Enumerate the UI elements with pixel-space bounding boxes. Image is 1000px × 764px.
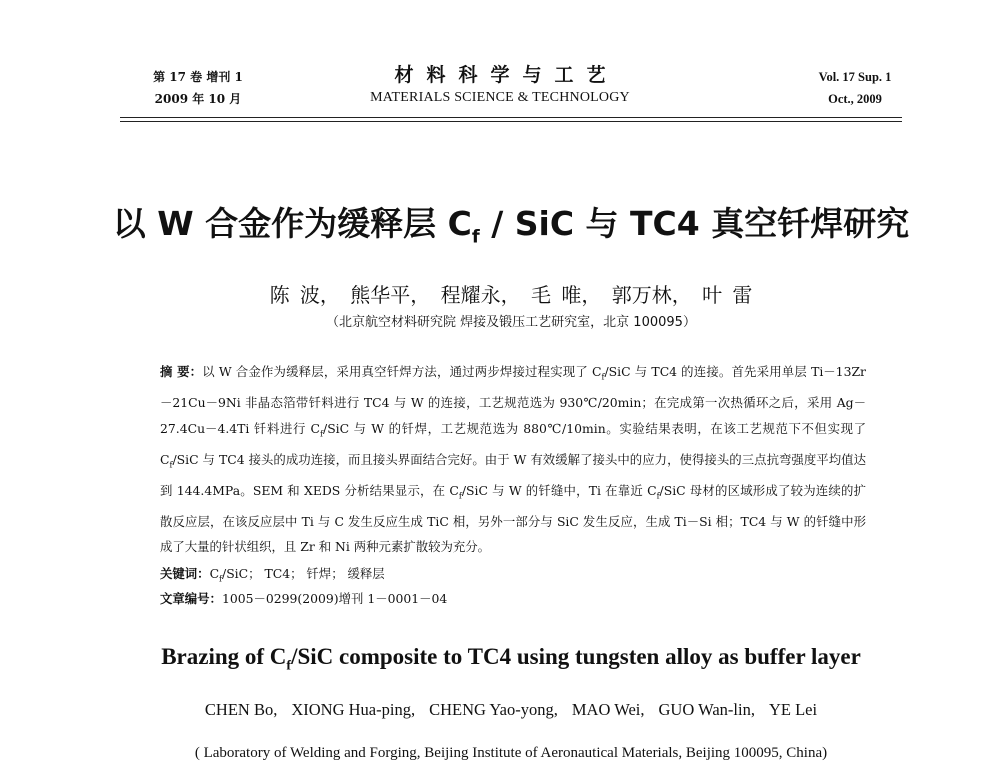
volume-info-en <box>790 66 920 110</box>
abstract-text-6: /SiC 母材的区域形成了较为连续的扩散反应层，在该反应层中 Ti 与 C 发生反应生成 TiC 相，另外一部分与 SiC 发生反应，生成 Ti－Si 相；TC4 与 W 的钎缝中形成了大量的针状组织，且 Zr 和 Ni 两种元素扩散较为充分。 <box>160 482 867 555</box>
abstract-text-4: /SiC 与 TC4 接头的成功连接，而且接头界面结合完好。由于 W 有效缓解了接头中的应力，使得接头的三点抗弯强度平均值达到 144.4MPa。SEM 和 XEDS 分析结果显示，在 C <box>160 451 866 498</box>
title-en-part1: Brazing of C <box>161 644 287 669</box>
keywords <box>160 564 866 589</box>
abstract-text-3: /SiC 与 W 的钎焊，工艺规范选为 880℃/10min。实验结果表明，在该工艺规范下不但实现了 C <box>160 420 866 467</box>
title-cn-part1: 以 W 合金作为缓释层 C <box>112 204 472 243</box>
article-number-label: 文章编号： <box>160 591 222 606</box>
authors-cn: 陈 波， 熊华平， 程耀永， 毛 唯， 郭万林， 叶 雷 <box>269 283 753 307</box>
author-en: CHEN Bo, <box>204 700 278 719</box>
author-en: MAO Wei, <box>571 700 645 719</box>
keywords-label: 关键词： <box>160 566 210 581</box>
keywords-text-1: C <box>209 566 220 581</box>
author-en: XIONG Hua-ping, <box>291 700 416 719</box>
author-en: YE Lei <box>768 700 818 719</box>
article-number <box>160 589 866 609</box>
abstract-text-5: /SiC 与 W 的钎缝中，Ti 在靠近 C <box>461 482 657 498</box>
paper-title-en <box>100 642 922 682</box>
affiliation-cn: （北京航空材料研究院 焊接及锻压工艺研究室，北京 100095） <box>326 315 696 330</box>
journal-name-en: MATERIALS SCIENCE & TECHNOLOGY <box>370 90 630 105</box>
abstract-text-2: /SiC 与 TC4 的连接。首先采用单层 Ti－13Zr－21Cu－9Ni 非晶态箔带钎料进行 TC4 与 W 的连接，工艺规范选为 930℃/20min；在完成第一次热循环之后，采用 Ag－27.4Cu－4.4Ti 钎料进行 C <box>160 364 866 436</box>
authors-en <box>100 698 922 722</box>
paper-title-cn <box>100 200 922 262</box>
title-en-part2: /SiC composite to TC4 using tungsten alloy as buffer layer <box>291 644 861 669</box>
keywords-subscript: f <box>219 574 223 584</box>
abstract-cn <box>160 359 866 560</box>
abstract-sub-4: f <box>458 491 462 501</box>
header-rule-thin <box>120 121 902 122</box>
affiliation-en: ( Laboratory of Welding and Forging, Beijing Institute of Aeronautical Materials, Beijing 100095, China) <box>194 745 828 761</box>
volume-issue-en: Vol. 17 Sup. 1 <box>818 70 892 84</box>
abstract-sub-5: f <box>656 491 660 501</box>
volume-issue: 第 17 卷 增刊 1 <box>153 70 243 84</box>
abstract-sub-1: f <box>601 372 605 382</box>
abstract-text-1: 以 W 合金作为缓释层，采用真空钎焊方法，通过两步焊接过程实现了 C <box>202 364 602 379</box>
title-cn-subscript: f <box>471 226 480 248</box>
author-en: GUO Wan-lin, <box>658 700 755 719</box>
title-en-subscript: f <box>286 658 292 674</box>
author-en: CHENG Yao-yong, <box>429 700 558 719</box>
abstract-sub-2: f <box>320 429 324 439</box>
keywords-text-2: /SiC； TC4； 钎焊； 缓释层 <box>222 566 385 581</box>
journal-name <box>330 62 670 108</box>
journal-name-cn: 材料科学与工艺 <box>394 64 619 86</box>
abstract-sub-3: f <box>169 460 173 470</box>
header-rule-thick <box>120 117 902 118</box>
volume-info <box>128 66 268 110</box>
article-number-value: 1005－0299(2009)增刊 1－0001－04 <box>221 591 448 606</box>
publication-date: 2009 年 10 月 <box>154 92 242 106</box>
title-cn-part2: / SiC 与 TC4 真空钎焊研究 <box>479 204 910 243</box>
publication-date-en: Oct., 2009 <box>828 92 882 106</box>
abstract-label: 摘 要： <box>160 364 203 379</box>
